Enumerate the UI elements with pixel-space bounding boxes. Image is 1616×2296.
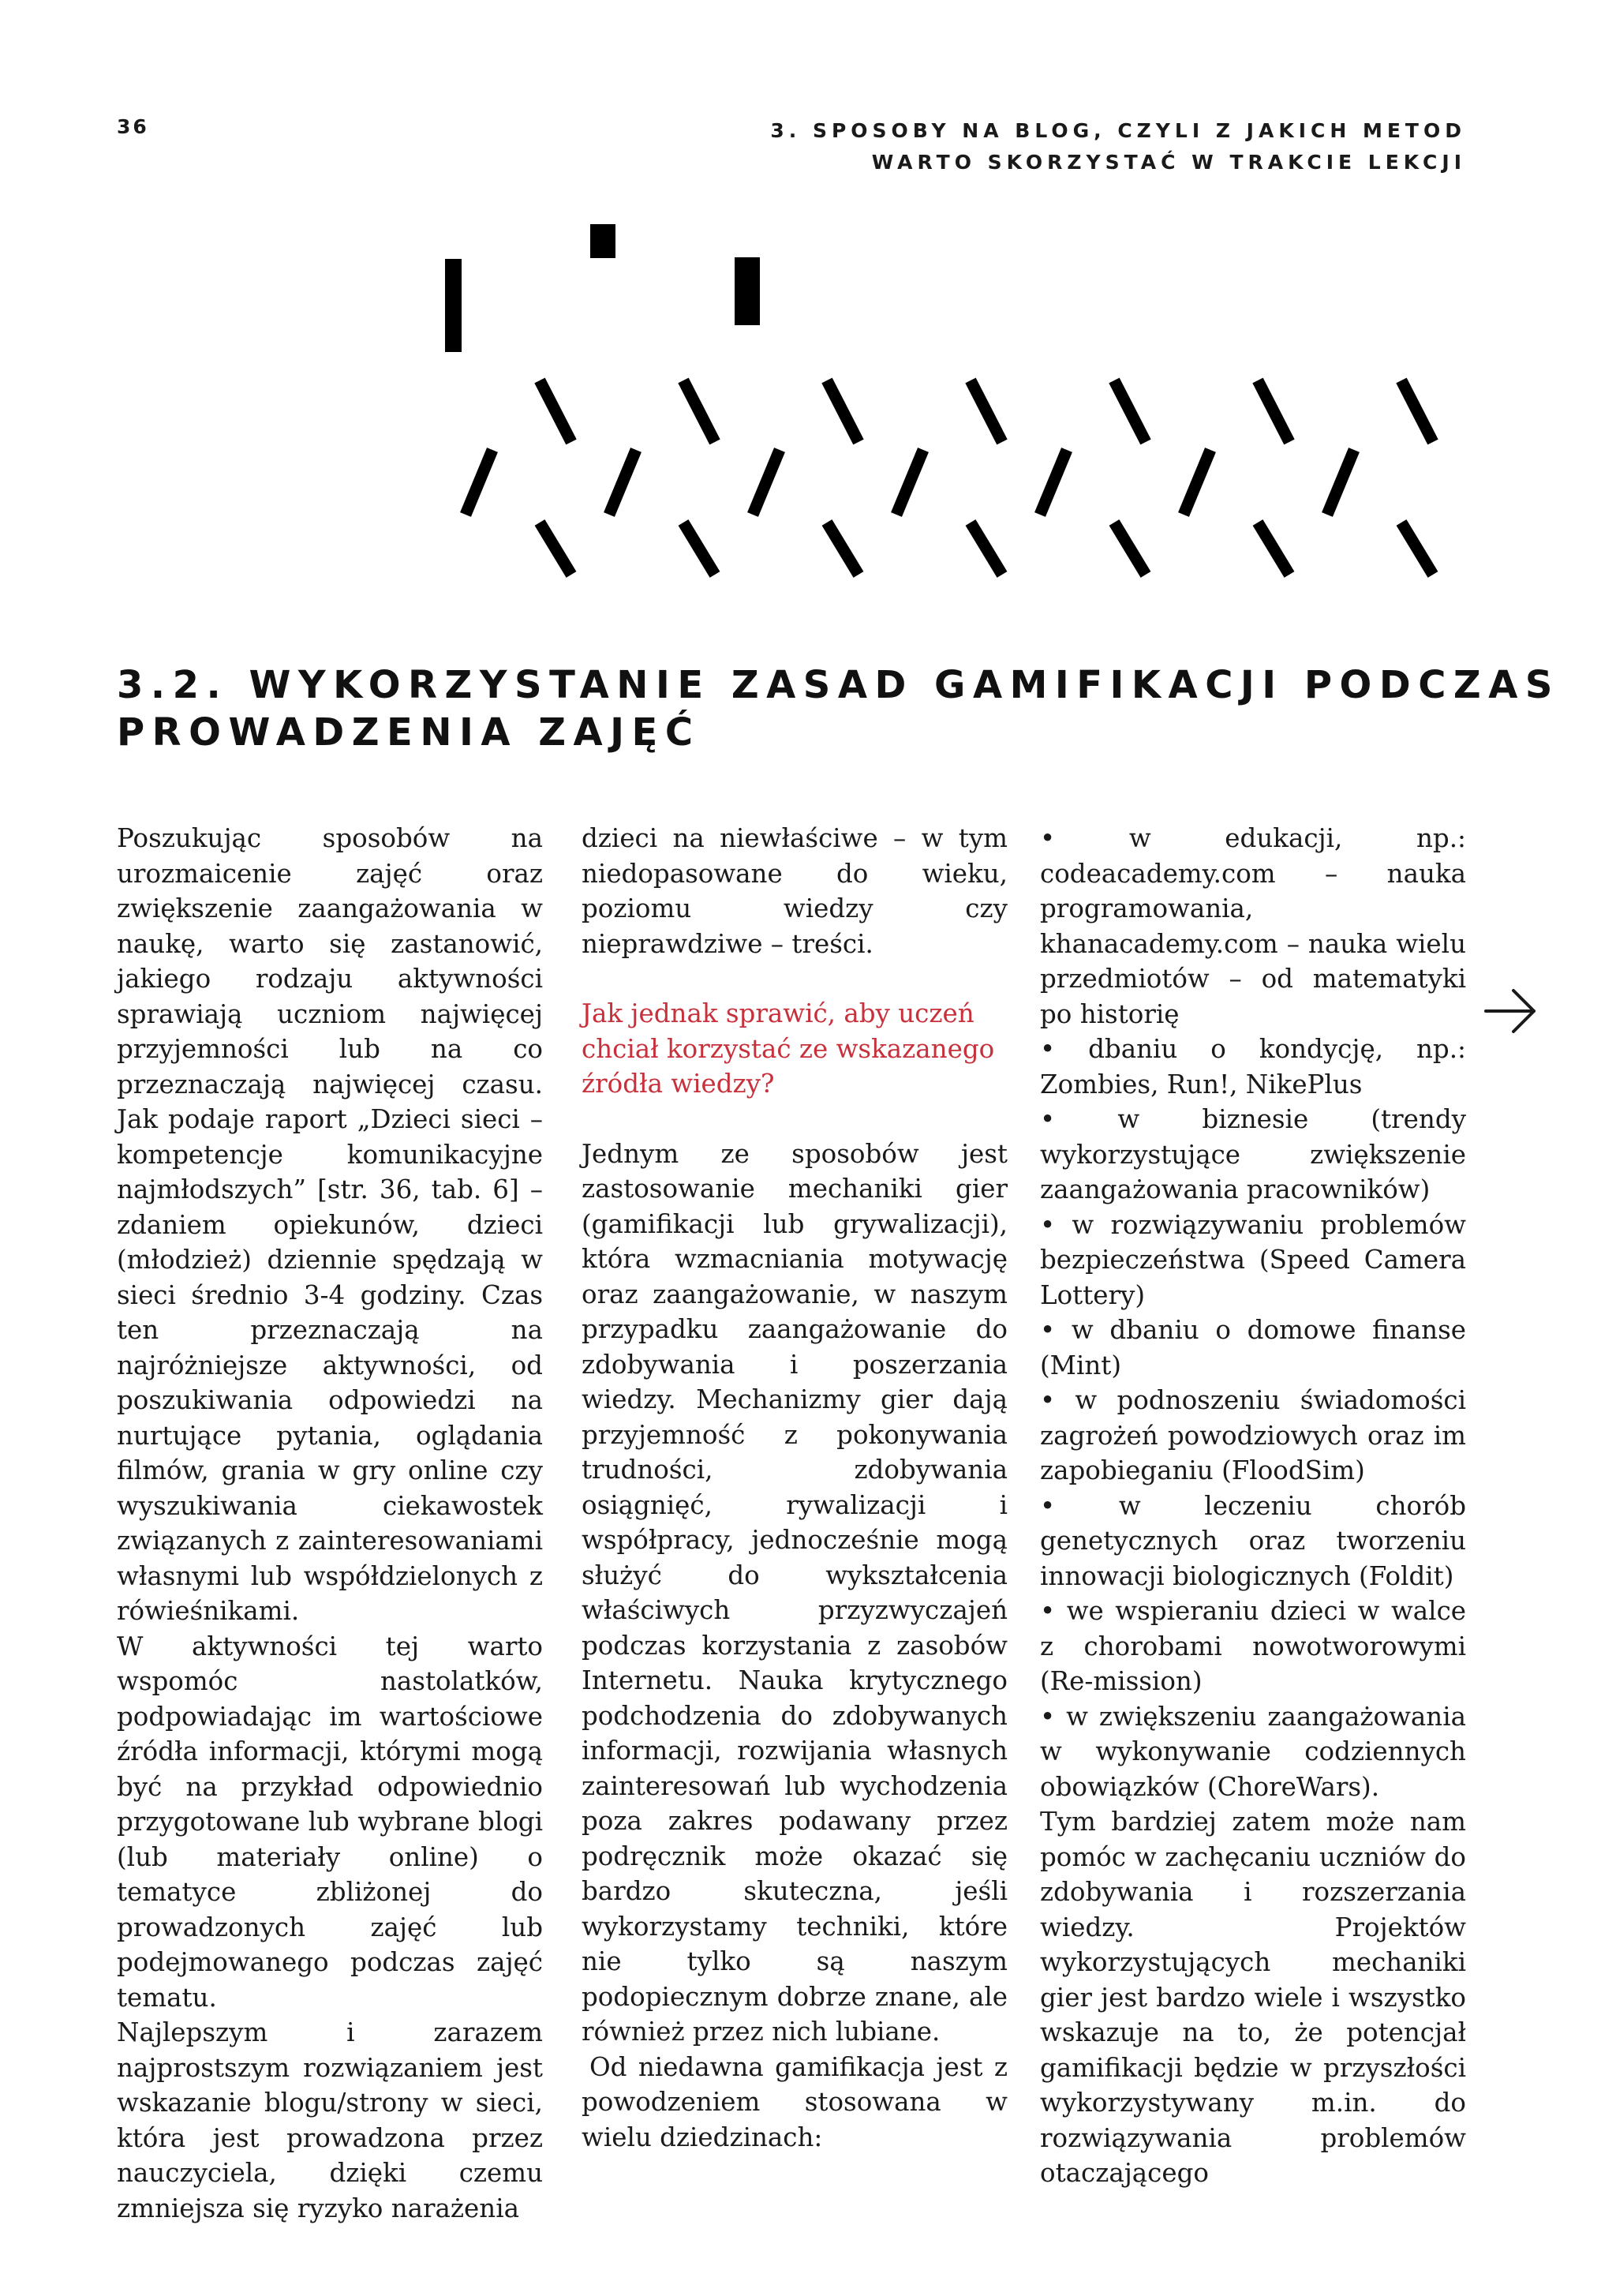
slash-mark	[1401, 522, 1433, 575]
slash-mark	[1401, 380, 1433, 442]
slash-mark	[540, 380, 571, 442]
slash-mark	[540, 522, 571, 575]
running-header-line-1: 3. SPOSOBY NA BLOG, CZYLI Z JAKICH METOD	[770, 119, 1466, 142]
text-column-3	[1040, 821, 1466, 2191]
text-column-2	[582, 821, 1008, 2155]
list-item: • w zwiększeniu zaangażowania w wykonywanie codziennych obowiązków (ChoreWars).	[1040, 1699, 1466, 1805]
slash-mark	[1258, 522, 1289, 575]
slash-pattern-decoration	[0, 0, 1616, 600]
running-header-line-2: WARTO SKORZYSTAĆ W TRAKCIE LEKCJI	[871, 151, 1466, 174]
slash-mark	[1184, 450, 1210, 515]
list-item: • w rozwiązywaniu problemów bezpieczeństwa (Speed Camera Lottery)	[1040, 1208, 1466, 1313]
highlighted-question: Jak jednak sprawić, aby uczeń chciał korzystać ze wskazanego źródła wiedzy?	[582, 998, 995, 1099]
slash-mark	[1327, 450, 1354, 515]
paragraph: Jednym ze sposobów jest zastosowanie mechaniki gier (gamifikacji lub grywalizacji), która wzmacniania motywację oraz zaangażowanie, w naszym przypadku zaangażowanie do zdobywania i poszerzania wiedzy. Mechanizmy gier dają przyjemność z pokonywania trudności, zdobywania osiągnięć, rywalizacji i współpracy, jednocześnie mogą służyć do wykształcenia właściwych przyzwyczajeń podczas korzystania z zasobów Internetu. Nauka krytycznego podchodzenia do zdobywanych informacji, rozwijania własnych zainteresowań lub wychodzenia poza zakres podawany przez podręcznik może okazać się bardzo skuteczna, jeśli wykorzystamy techniki, które nie tylko są naszym podopiecznym dobrze znane, ale również przez nich lubiane.	[582, 1138, 1008, 2047]
text-column-1	[117, 821, 543, 2226]
list-item: • w edukacji, np.: codeacademy.com – nauka programowania, khanacademy.com – nauka wielu przedmiotów – od matematyki po historię	[1040, 821, 1466, 1032]
page-number: 36	[117, 115, 149, 138]
section-heading-line-2: PROWADZENIA ZAJĘĆ	[117, 710, 701, 755]
slash-mark	[827, 380, 858, 442]
slash-mark	[1114, 522, 1146, 575]
paragraph: Od niedawna gamifikacja jest z powodzeniem stosowana w wielu dziedzinach:	[582, 2051, 1008, 2152]
slash-mark	[896, 450, 923, 515]
list-item: • dbaniu o kondycję, np.: Zombies, Run!, NikePlus	[1040, 1032, 1466, 1102]
paragraph: dzieci na niewłaściwe – w tym niedopasowane do wieku, poziomu wiedzy czy nieprawdziwe – treści.	[582, 823, 1008, 959]
list-item: • we wspieraniu dzieci w walce z chorobami nowotworowymi (Re-mission)	[1040, 1594, 1466, 1699]
slash-mark	[753, 450, 780, 515]
section-heading	[117, 661, 1560, 756]
list-item: • w dbaniu o domowe finanse (Mint)	[1040, 1313, 1466, 1383]
list-item: • w leczeniu chorób genetycznych oraz tworzeniu innowacji biologicznych (Foldit)	[1040, 1489, 1466, 1594]
slash-mark	[683, 522, 715, 575]
paragraph: Tym bardziej zatem może nam pomóc w zachęcaniu uczniów do zdobywania i rozszerzania wiedzy. Projektów wykorzystujących mechaniki gier jest bardzo wiele i wszystko wskazuje na to, że potencjał gamifikacji będzie w przyszłości wykorzystywany m.in. do rozwiązywania problemów otaczającego	[1040, 1807, 1466, 2188]
slash-mark	[827, 522, 858, 575]
slash-mark	[683, 380, 715, 442]
slash-mark	[1114, 380, 1146, 442]
bullet-list	[1040, 821, 1466, 1804]
paragraph: W aktywności tej warto wspomóc nastolatków, podpowiadając im wartościowe źródła informacji, którymi mogą być na przykład odpowiednio przygotowane lub wybrane blogi (lub materiały online) o tematyce zbliżonej do prowadzonych zajęć lub podejmowanego podczas zajęć tematu.	[117, 1631, 543, 2013]
slash-mark	[1258, 380, 1289, 442]
slash-mark	[609, 450, 636, 515]
slash-mark	[971, 380, 1002, 442]
arrow-right-icon[interactable]	[1483, 983, 1539, 1039]
paragraph: Poszukując sposobów na urozmaicenie zajęć oraz zwiększenie zaangażowania w naukę, warto się zastanowić, jakiego rodzaju aktywności sprawiają uczniom najwięcej przyjemności lub na co przeznaczają najwięcej czasu. Jak podaje raport „Dzieci sieci – kompetencje komunikacyjne najmłodszych” [str. 36, tab. 6] – zdaniem opiekunów, dzieci (młodzież) dziennie spędzają w sieci średnio 3-4 godziny. Czas ten przeznaczają na najróżniejsze aktywności, od poszukiwania odpowiedzi na nurtujące pytania, oglądania filmów, grania w gry online czy wyszukiwania ciekawostek związanych z zainteresowaniami własnymi lub współdzielonych z rówieśnikami.	[117, 823, 543, 1626]
list-item: • w podnoszeniu świadomości zagrożeń powodziowych oraz im zapobieganiu (FloodSim)	[1040, 1383, 1466, 1489]
slash-mark	[466, 450, 492, 515]
section-heading-line-1: 3.2. WYKORZYSTANIE ZASAD GAMIFIKACJI PODCZAS	[117, 663, 1560, 707]
slash-mark	[971, 522, 1002, 575]
slash-mark	[1040, 450, 1067, 515]
list-item: • w biznesie (trendy wykorzystujące zwiększenie zaangażowania pracowników)	[1040, 1102, 1466, 1208]
paragraph: Najlepszym i zarazem najprostszym rozwiązaniem jest wskazanie blogu/strony w sieci, która jest prowadzona przez nauczyciela, dzięki czemu zmniejsza się ryzyko narażenia	[117, 2017, 543, 2223]
